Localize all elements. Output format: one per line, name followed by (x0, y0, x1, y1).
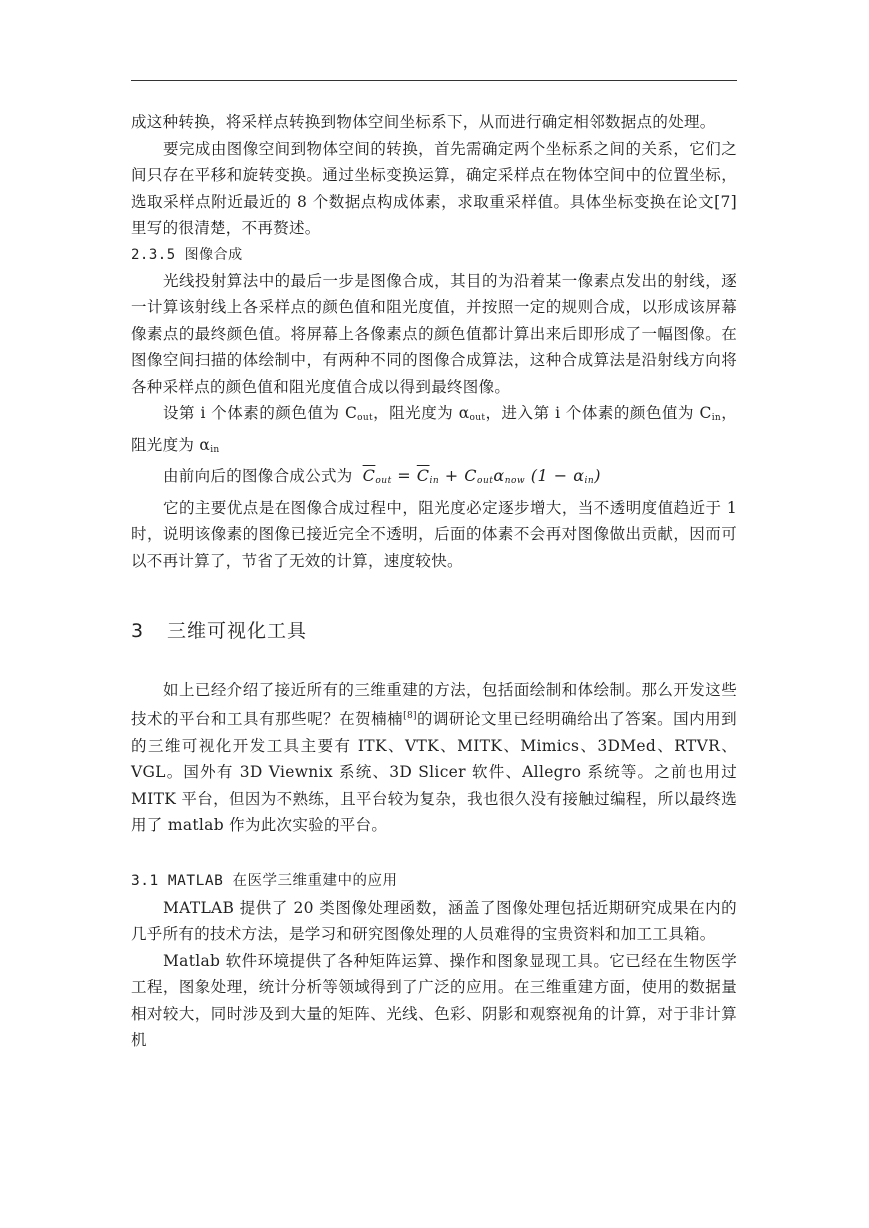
paragraph: Matlab 软件环境提供了各种矩阵运算、操作和图象显现工具。它已经在生物医学工程，图象处理，统计分析等领域得到了广泛的应用。在三维重建方面，使用的数据量相对较大，同时涉及到大量的矩阵、光线、色彩、阴影和观察视角的计算，对于非计算机 (131, 951, 737, 1050)
section-heading-3: 3 三维可视化工具 (131, 620, 308, 642)
subsection-heading-2-3-5: 2.3.5 图像合成 (131, 246, 243, 263)
paragraph-variables: 设第 i 个体素的颜色值为 $C_{out}$，阻光度为 $\alpha_{out}$，进入第 i 个体素的颜色值为 $C_{in}$，阻光度为 $\alpha_{in}$ (131, 404, 738, 455)
paragraph-formula-line: 由前向后的图像合成公式为 $\overline{C}_{out} = \overline{C}_{in} + C_{out}\alpha_{now}$ $(1 - \alpha_{in})$ (163, 466, 601, 486)
compositing-formula: $\overline{C}_{out} = \overline{C}_{in} + C_{out}\alpha_{now}$ $(1 - \alpha_{in})$ (362, 466, 601, 486)
paragraph: 成这种转换，将采样点转换到物体空间坐标系下，从而进行确定相邻数据点的处理。 (131, 113, 716, 131)
document-body (131, 109, 737, 1054)
paragraph: 要完成由图像空间到物体空间的转换，首先需确定两个坐标系之间的关系，它们之间只存在平移和旋转变换。通过坐标变换运算，确定采样点在物体空间中的位置坐标，选取采样点附近最近的 8 个数据点构成体素，求取重采样值。具体坐标变换在论文[7]里写的很清楚，不再赘述。 (131, 139, 737, 237)
paragraph: MATLAB 提供了 20 类图像处理函数，涵盖了图像处理包括近期研究成果在内的几乎所有的技术方法，是学习和研究图像处理的人员难得的宝贵资料和加工工具箱。 (131, 898, 737, 944)
paragraph: 如上已经介绍了接近所有的三维重建的方法，包括面绘制和体绘制。那么开发这些技术的平台和工具有那些呢？在贺楠楠[8]的调研论文里已经明确给出了答案。国内用到的三维可视化开发工具主要有 ITK、VTK、MITK、Mimics、3DMed、RTVR、VGL。国外有 3D Viewnix 系统、3D Slicer 软件、Allegro 系统等。之前也用过 MITK 平台，但因为不熟练，且平台较为复杂，我也很久没有接触过编程，所以最终选用了 matlab 作为此次实验的平台。 (131, 680, 737, 835)
header-rule (131, 80, 737, 81)
paragraph: 光线投射算法中的最后一步是图像合成，其目的为沿着某一像素点发出的射线，逐一计算该射线上各采样点的颜色值和阻光度值，并按照一定的规则合成，以形成该屏幕像素点的最终颜色值。将屏幕上各像素点的颜色值都计算出来后即形成了一幅图像。在图像空间扫描的体绘制中，有两种不同的图像合成算法，这种合成算法是沿射线方向将各种采样点的颜色值和阻光度值合成以得到最终图像。 (131, 271, 737, 396)
paragraph: 它的主要优点是在图像合成过程中，阻光度必定逐步增大，当不透明度值趋近于 1时，说明该像素的图像已接近完全不透明，后面的体素不会再对图像做出贡献，因而可以不再计算了，节省了无效的计算，速度较快。 (131, 498, 737, 570)
subsection-heading-3-1: 3.1 MATLAB 在医学三维重建中的应用 (131, 872, 398, 889)
